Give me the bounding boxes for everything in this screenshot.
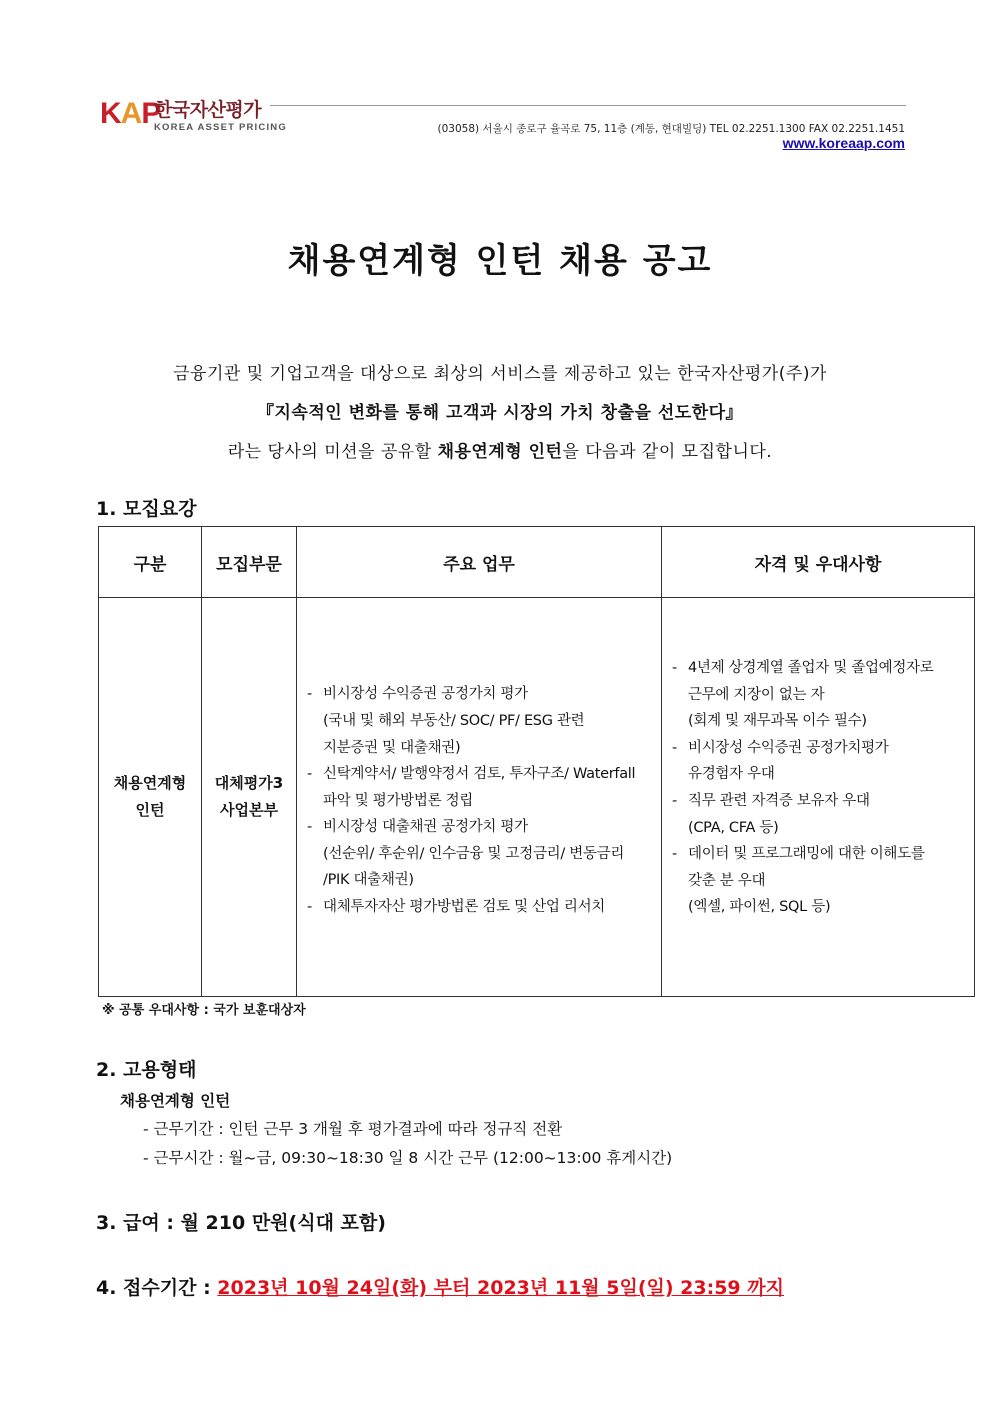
duty-item (307, 814, 657, 894)
employment-type: 채용연계형 인턴 (120, 1092, 231, 1110)
qualification-line: 갖춘 분 우대 (688, 872, 766, 889)
cell-qualifications (662, 598, 975, 997)
duty-line: 파악 및 평가방법론 정립 (323, 792, 473, 809)
cell-department (202, 598, 297, 997)
duty-line: (국내 및 해외 부동산/ SOC/ PF/ ESG 관련 (323, 712, 585, 729)
table-header-row (99, 527, 975, 598)
header-category: 구분 (99, 527, 202, 598)
department-line: 사업본부 (220, 801, 278, 819)
header-department: 모집부문 (202, 527, 297, 598)
duty-item (307, 761, 657, 814)
section-2-heading: 2. 고용형태 (96, 1059, 197, 1081)
qualification-line: - 직무 관련 자격증 보유자 우대 (688, 793, 870, 809)
intro-line-3 (0, 437, 1000, 462)
application-period-label: 4. 접수기간 : (96, 1277, 218, 1299)
recruitment-table (98, 526, 975, 997)
qualification-line: 근무에 지장이 없는 자 (688, 686, 825, 703)
table-row (99, 598, 975, 997)
header-duties: 주요 업무 (297, 527, 662, 598)
qualification-line: - 비시장성 수익증권 공정가치평가 (688, 739, 889, 756)
header-qualifications: 자격 및 우대사항 (662, 527, 975, 598)
section-4-application-period (96, 1273, 784, 1300)
duty-line: - 비시장성 수익증권 공정가치 평가 (323, 686, 528, 703)
work-period: - 근무기간 : 인턴 근무 3 개월 후 평가결과에 따라 정규직 전환 (143, 1120, 563, 1138)
duty-item (307, 681, 657, 761)
qualification-line: 유경험자 우대 (688, 766, 775, 783)
website-link[interactable]: www.koreaap.com (782, 135, 905, 151)
qualification-line: (엑셀, 파이썬, SQL 등) (688, 899, 831, 916)
intro-line-1: 금융기관 및 기업고객을 대상으로 최상의 서비스를 제공하고 있는 한국자산평가(주)가 (173, 364, 827, 384)
qualification-line: (CPA, CFA 등) (688, 819, 779, 836)
qualification-item (672, 788, 970, 841)
work-hours: - 근무시간 : 월~금, 09:30~18:30 일 8 시간 근무 (12:00~13:00 휴게시간) (143, 1149, 673, 1167)
qualification-item (672, 655, 970, 735)
cell-duties (297, 598, 662, 997)
logo-mark: KAP (100, 97, 161, 130)
application-period-dates: 2023년 10월 24일(화) 부터 2023년 11월 5일(일) 23:59 까지 (217, 1277, 784, 1299)
company-logo (100, 95, 287, 140)
page-title: 채용연계형 인턴 채용 공고 (287, 241, 713, 281)
intro-highlight: 채용연계형 인턴 (437, 442, 563, 462)
intro-line-3-post: 을 다음과 같이 모집합니다. (562, 442, 773, 462)
qualification-item (672, 735, 970, 788)
duty-line: - 비시장성 대출채권 공정가치 평가 (323, 819, 528, 836)
logo-korean-name: 한국자산평가 (154, 99, 262, 121)
section-1-heading: 1. 모집요강 (96, 498, 197, 520)
qualification-line: - 데이터 및 프로그래밍에 대한 이해도를 (688, 846, 925, 863)
duty-line: 지분증권 및 대출채권) (323, 739, 461, 756)
duty-line: (선순위/ 후순위/ 인수금융 및 고정금리/ 변동금리 (323, 845, 625, 862)
cell-category (99, 598, 202, 997)
duty-item (307, 894, 657, 921)
header-divider (270, 105, 906, 106)
section-3-salary: 3. 급여 : 월 210 만원(식대 포함) (96, 1212, 386, 1234)
duty-line: - 신탁계약서/ 발행약정서 검토, 투자구조/ Waterfall (323, 766, 636, 783)
qualification-item (672, 841, 970, 921)
category-line: 채용연계형 (113, 774, 187, 792)
logo-english-name: KOREA ASSET PRICING (154, 122, 287, 133)
company-address: (03058) 서울시 종로구 율곡로 75, 11층 (계동, 현대빌딩) TEL 02.2251.1300 FAX 02.2251.1451 (437, 123, 905, 135)
common-preference-note: ※ 공통 우대사항 : 국가 보훈대상자 (102, 1003, 306, 1018)
category-line: 인턴 (135, 801, 165, 819)
qualification-line: (회계 및 재무과목 이수 필수) (688, 713, 867, 730)
intro-mission: 『지속적인 변화를 통해 고객과 시장의 가치 창출을 선도한다』 (256, 403, 744, 423)
duty-line: - 대체투자자산 평가방법론 검토 및 산업 리서치 (323, 899, 605, 916)
duty-line: /PIK 대출채권) (323, 872, 414, 889)
qualification-line: - 4년제 상경계열 졸업자 및 졸업예정자로 (688, 660, 934, 677)
department-line: 대체평가3 (214, 774, 284, 792)
intro-line-3-pre: 라는 당사의 미션을 공유할 (227, 442, 438, 462)
